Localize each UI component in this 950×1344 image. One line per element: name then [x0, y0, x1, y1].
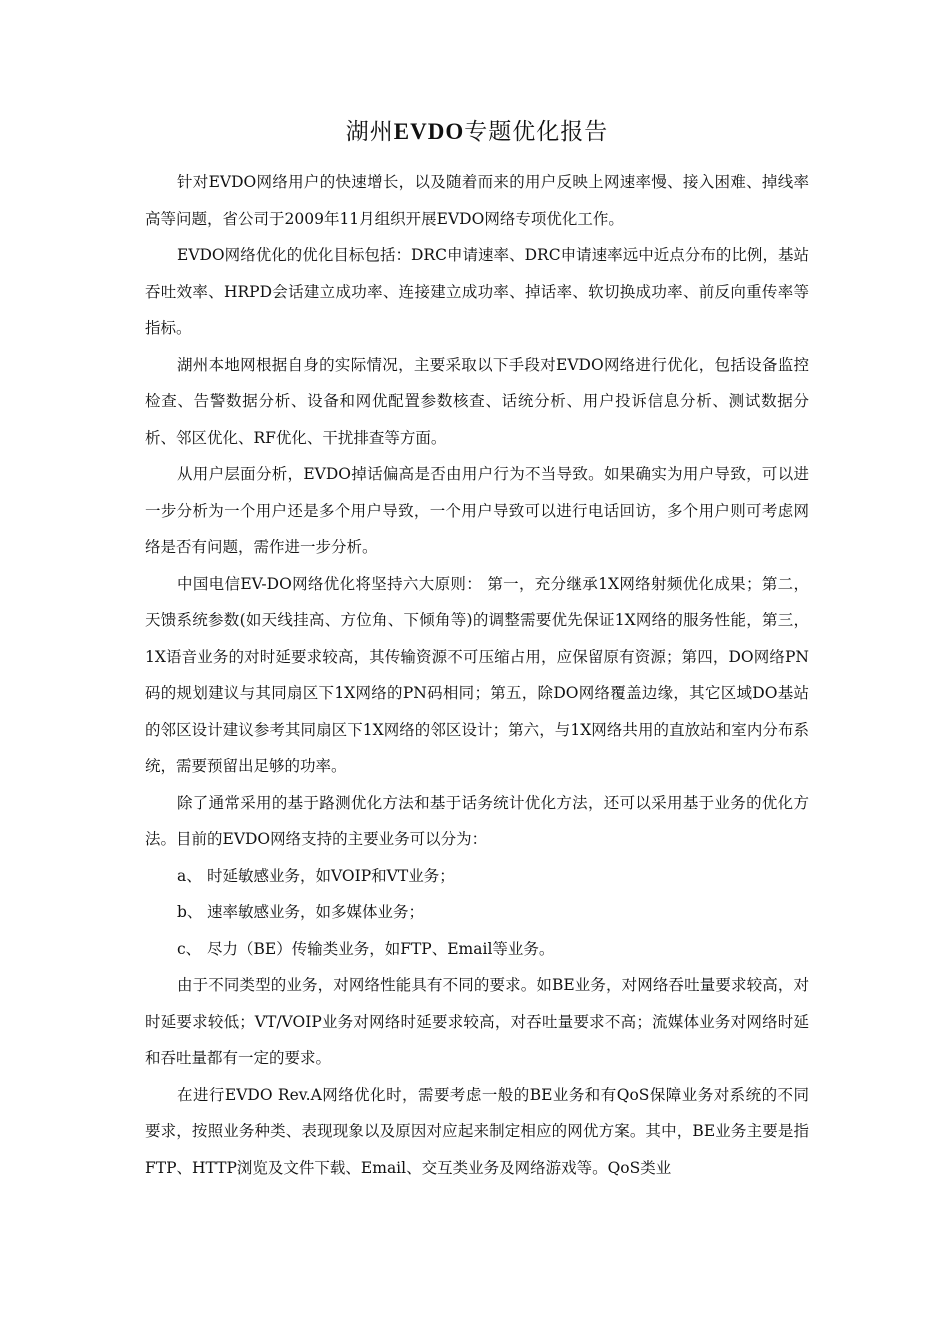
- document-body: [145, 112, 809, 1186]
- paragraph-7: 由于不同类型的业务，对网络性能具有不同的要求。如BE业务，对网络吞吐量要求较高，对时延要求较低；VT/VOIP业务对网络时延要求较高，对吞吐量要求不高；流媒体业务对网络时延和吞吐量都有一定的要求。: [145, 976, 809, 1067]
- list-item-b: [145, 894, 809, 931]
- list-item-a: [145, 858, 809, 895]
- list-item-c: [145, 931, 809, 968]
- title-bold: EVDO: [393, 119, 465, 144]
- list-text: 时延敏感业务，如VOIP和VT业务；: [207, 866, 455, 885]
- paragraph-8: 在进行EVDO Rev.A网络优化时，需要考虑一般的BE业务和有QoS保障业务对系统的不同要求，按照业务种类、表现现象以及原因对应起来制定相应的网优方案。其中，BE业务主要是指FTP、HTTP浏览及文件下载、Email、交互类业务及网络游戏等。QoS类业: [145, 1085, 809, 1177]
- paragraph-3: 湖州本地网根据自身的实际情况，主要采取以下手段对EVDO网络进行优化，包括设备监控检查、告警数据分析、设备和网优配置参数核查、话统分析、用户投诉信息分析、测试数据分析、邻区优化、RF优化、干扰排查等方面。: [145, 355, 809, 447]
- document-title: [145, 112, 809, 152]
- list-marker: b、: [177, 903, 203, 921]
- title-suffix: 专题优化报告: [464, 119, 609, 145]
- paragraph-1: 针对EVDO网络用户的快速增长，以及随着而来的用户反映上网速率慢、接入困难、掉线率高等问题，省公司于2009年11月组织开展EVDO网络专项优化工作。: [145, 173, 809, 228]
- paragraph-5: 中国电信EV-DO网络优化将坚持六大原则： 第一，充分继承1X网络射频优化成果；第二，天馈系统参数(如天线挂高、方位角、下倾角等)的调整需要优先保证1X网络的服务性能，第三，1X语音业务的对时延要求较高，其传输资源不可压缩占用，应保留原有资源；第四，DO网络PN码的规划建议与其同扇区下1X网络的PN码相同；第五，除DO网络覆盖边缘，其它区域DO基站的邻区设计建议参考其同扇区下1X网络的邻区设计；第六，与1X网络共用的直放站和室内分布系统，需要预留出足够的功率。: [145, 574, 809, 775]
- paragraph-2: EVDO网络优化的优化目标包括：DRC申请速率、DRC申请速率远中近点分布的比例，基站吞吐效率、HRPD会话建立成功率、连接建立成功率、掉话率、软切换成功率、前反向重传率等指标。: [145, 246, 809, 337]
- paragraph-6: 除了通常采用的基于路测优化方法和基于话务统计优化方法，还可以采用基于业务的优化方法。目前的EVDO网络支持的主要业务可以分为：: [145, 793, 809, 848]
- list-text: 尽力（BE）传输类业务，如FTP、Email等业务。: [207, 939, 555, 958]
- list-marker: c、: [177, 939, 202, 958]
- paragraph-4: 从用户层面分析，EVDO掉话偏高是否由用户行为不当导致。如果确实为用户导致，可以进一步分析为一个用户还是多个用户导致，一个用户导致可以进行电话回访，多个用户则可考虑网络是否有问题，需作进一步分析。: [145, 465, 809, 556]
- title-prefix: 湖州: [345, 119, 394, 145]
- list-text: 速率敏感业务，如多媒体业务；: [207, 903, 425, 921]
- list-marker: a、: [177, 866, 202, 885]
